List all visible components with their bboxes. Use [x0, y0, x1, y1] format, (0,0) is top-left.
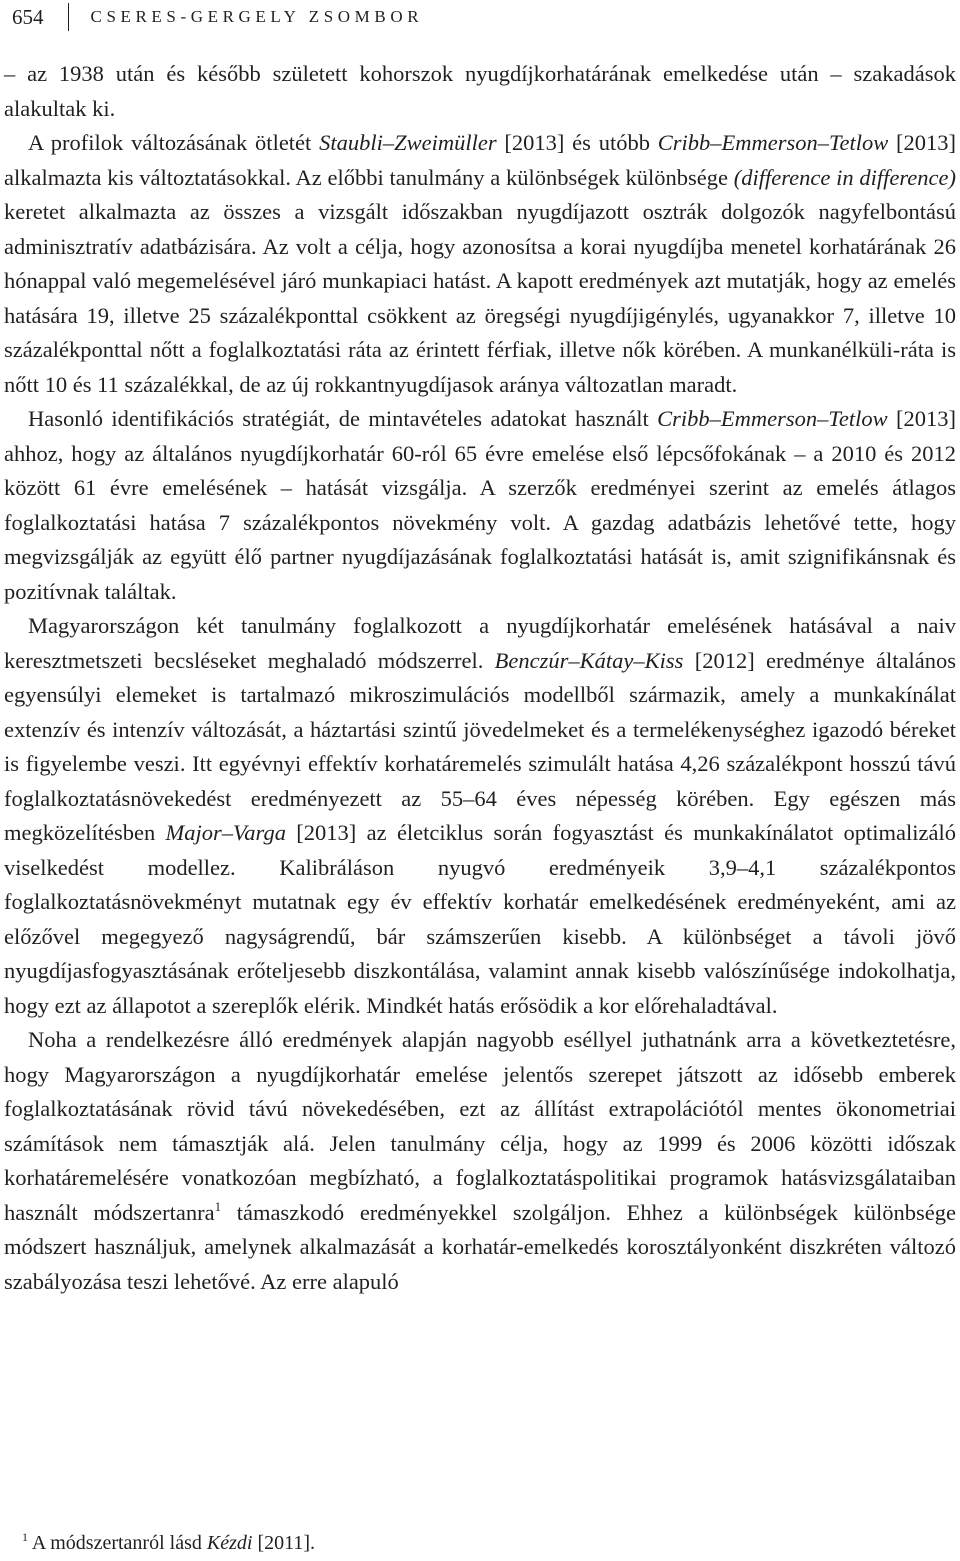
paragraph-2 [4, 126, 956, 402]
paragraph-4 [4, 609, 956, 1023]
citation-major-varga: Major–Varga [165, 820, 286, 845]
page-number: 654 [12, 4, 44, 29]
paragraph-1 [4, 57, 956, 126]
footnote-citation-author: Kézdi [206, 1532, 253, 1554]
paragraph-4-text-a: Magyarországon két tanulmány foglalkozott a nyugdíjkorhatár emelésének hatásával a naiv keresztmetszeti becsléseket meghaladó módszerrel. [4, 613, 956, 673]
running-head-author: CSERES-GERGELY ZSOMBOR [90, 7, 424, 26]
paragraph-3 [4, 402, 956, 609]
citation-benczur-katay-kiss: Benczúr–Kátay–Kiss [494, 647, 684, 673]
paragraph-3-text-a: Hasonló identifikációs stratégiát, de mintavételes adatokat használt [28, 406, 658, 431]
citation-staubli-zweimuller: Staubli–Zweimüller [319, 130, 497, 155]
citation-cribb-emmerson-tetlow: Cribb–Emmerson–Tetlow [657, 130, 889, 155]
paragraph-2-text-e: [2013] alkalmazta kis változtatásokkal. Az előbbi tanulmány a különbségek különbsége [4, 130, 956, 190]
paragraph-5 [4, 1023, 956, 1299]
header-divider [68, 3, 69, 31]
paragraph-4-text-e: [2013] az életciklus során fogyasztást és munkakínálatot optimalizáló viselkedést modellez. Kalibráláson nyugvó eredményeik 3,9–4,1 százalékpontos foglalkoztatásnövekményt mutatnak egy év effektív korhatár emelkedésének eredményeként, ami az előzővel megegyező nagyságrendű, bár számszerűen kisebb. A különbséget a távoli jövő nyugdíjasfogyasztásának erőteljesebb diszkontálása, valamint annak kisebb valószínűsége indokolhatja, hogy ezt az állapotot a szereplők elérik. Mindkét hatás erősödik a kor előrehaladtával. [4, 820, 956, 1018]
paragraph-2-text-c: [2013] és utóbb [496, 130, 658, 155]
paragraph-2-text-a: A profilok változásának ötletét [28, 130, 320, 155]
paragraph-4-text-c: [2012] eredménye általános egyensúlyi elemeket is tartalmazó mikroszimulációs modellből származik, amely a munkakínálat extenzív és intenzív változását, a háztartási szintű jövedelmeket és a termelékenységhez igazodó béreket is figyelembe veszi. Itt egyévnyi effektív korhatáremelés szimulált hatása 4,26 százalékpont hosszú távú foglalkoztatásnövekedést eredményezett az 55–64 éves népesség körében. Egy egészen más megközelítésben [4, 647, 956, 845]
footnote [22, 1530, 315, 1556]
running-header [12, 4, 423, 30]
paragraph-5-text-a: Noha a rendelkezésre álló eredmények alapján nagyobb eséllyel juthatnánk arra a következtetésre, hogy Magyarországon a nyugdíjkorhatár emelése jelentős szerepet játszott az idősebb emberek foglalkoztatásának rövid távú növekedésében, ezt az állítást extrapolációtól mentes ökonometriai számítások nem támasztják alá. Jelen tanulmány célja, hogy az 1999 és 2006 közötti időszak korhatáremelésére vonatkozóan megbízható, a foglalkoztatáspolitikai programok hatásvizsgálataiban használt módszertanra [4, 1027, 956, 1225]
footnote-reference[interactable]: 1 [214, 1198, 222, 1214]
citation-cribb-emmerson-tetlow: Cribb–Emmerson–Tetlow [657, 406, 888, 431]
article-body [4, 57, 956, 1299]
paragraph-1-text: – az 1938 után és később született kohorszok nyugdíjkorhatárának emelkedése után – szakadások alakultak ki. [4, 61, 956, 121]
paragraph-5-text-b: támaszkodó eredményekkel szolgáljon. Ehhez a különbségek különbsége módszert használjuk, amelynek alkalmazását a korhatár-emelkedés korosztályonként diszkréten változó szabályozása teszi lehetővé. Az erre alapuló [4, 1199, 956, 1294]
term-difference-in-difference: (difference in difference) [733, 164, 956, 190]
footnote-text: A módszertanról lásd [31, 1532, 207, 1554]
paragraph-2-text-g: keretet alkalmazta az összes a vizsgált időszakban nyugdíjazott osztrák dolgozók nagyfelbontású adminisztratív adatbázisára. Az volt a célja, hogy azonosítsa a korai nyugdíjba menetel korhatárának 26 hónappal való megemelésével járó munkapiaci hatást. A kapott eredmények azt mutatják, hogy az emelés hatására 19, illetve 25 százalékponttal csökkent az öregségi nyugdíjigénylés, ugyanakkor 7, illetve 10 százalékponttal nőtt a foglalkoztatási ráta az érintett férfiak, illetve nők körében. A munkanélküli-ráta is nőtt 10 és 11 százalékkal, de az új rokkantnyugdíjasok aránya változatlan maradt. [4, 199, 956, 397]
paragraph-3-text-c: [2013] ahhoz, hogy az általános nyugdíjkorhatár 60-ról 65 évre emelése első lépcsőfokának – a 2010 és 2012 között 61 évre emelésének – hatását vizsgálja. A szerzők eredményei szerint az emelés átlagos foglalkoztatási hatása 7 százalékpontos növekmény volt. A gazdag adatbázis lehetővé tette, hogy megvizsgálják az együtt élő partner nyugdíjazásának foglalkoztatási hatását is, amit szignifikánsnak és pozitívnak találtak. [4, 406, 956, 604]
footnote-citation-year: [2011]. [252, 1532, 316, 1554]
footnote-number: 1 [22, 1530, 28, 1544]
